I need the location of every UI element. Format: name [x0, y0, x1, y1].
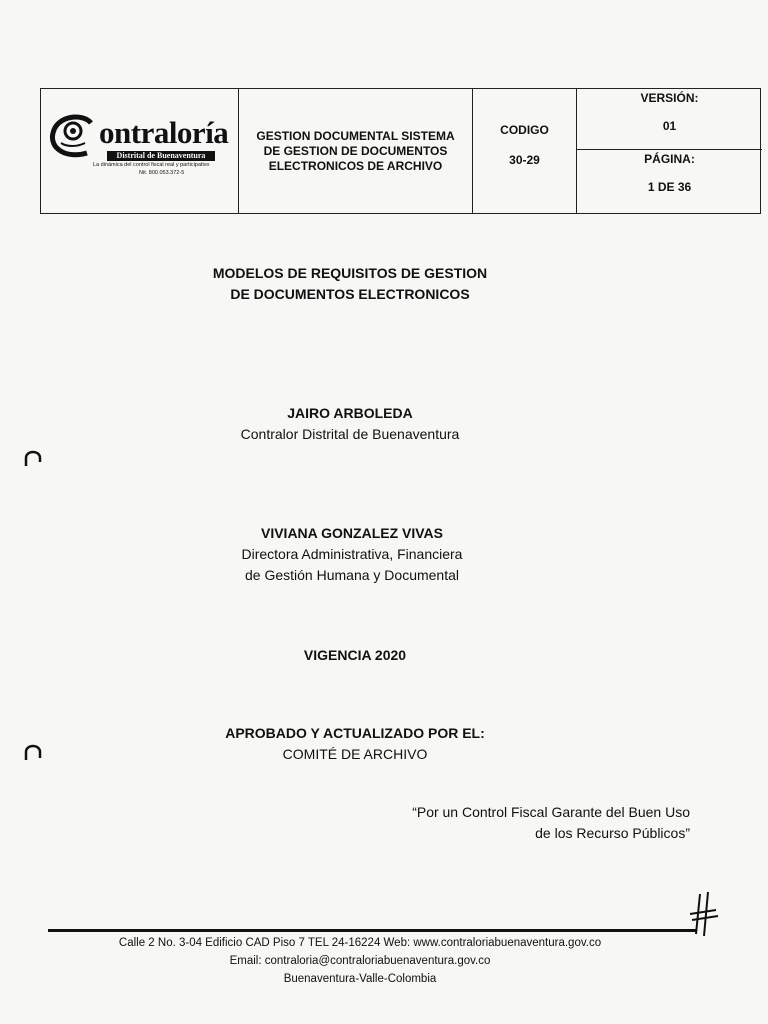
header-title-cell [239, 89, 473, 213]
motto-quote [412, 802, 690, 844]
approval-label: APROBADO Y ACTUALIZADO POR EL: [225, 725, 485, 741]
footer-address [80, 934, 640, 988]
cell-divider [577, 149, 762, 150]
code-cell [473, 89, 577, 213]
signatory-2-role-line2: de Gestión Humana y Documental [245, 567, 459, 583]
document-title-line2: DE DOCUMENTOS ELECTRONICOS [230, 286, 470, 302]
codigo-label: CODIGO [500, 123, 549, 137]
contraloria-c-emblem-icon [47, 113, 107, 159]
footer-line1: Calle 2 No. 3-04 Edificio CAD Piso 7 TEL 24-16224 Web: www.contraloriabuenaventura.gov.co [118, 937, 602, 949]
motto-line2: de los Recurso Públicos” [535, 825, 690, 841]
logo-nit: Nit. 800.053.372-5 [139, 170, 185, 176]
footer-rule [48, 929, 696, 932]
approval-block [180, 723, 530, 765]
footer-line3: Buenaventura-Valle-Colombia [283, 973, 437, 985]
version-value: 01 [662, 119, 677, 133]
binder-hole-mark-icon [22, 444, 46, 468]
signatory-2-name: VIVIANA GONZALEZ VIVAS [260, 525, 443, 541]
approval-committee: COMITÉ DE ARCHIVO [282, 746, 428, 762]
pagina-value: 1 DE 36 [647, 180, 692, 194]
version-label: VERSIÓN: [640, 91, 699, 105]
motto-line1: “Por un Control Fiscal Garante del Buen Uso [412, 804, 690, 820]
document-title-line1: MODELOS DE REQUISITOS DE GESTION [212, 265, 488, 281]
signatory-1-name: JAIRO ARBOLEDA [287, 405, 413, 421]
codigo-value: 30-29 [509, 153, 540, 167]
contraloria-logo [47, 113, 237, 183]
vigencia: VIGENCIA 2020 [303, 647, 407, 663]
signatory-2 [200, 523, 504, 586]
document-header-table [40, 88, 761, 214]
pagina-label: PÁGINA: [644, 152, 695, 166]
signatory-1-role: Contralor Distrital de Buenaventura [240, 426, 460, 442]
logo-tagline: La dinámica del control fiscal real y participativo [93, 162, 210, 168]
version-page-cell [577, 89, 762, 213]
logo-cell [41, 89, 239, 213]
signatory-1 [200, 403, 500, 445]
handwritten-signature-icon [686, 890, 720, 938]
footer-line2: Email: contraloria@contraloriabuenaventura.gov.co [229, 955, 491, 967]
logo-wordmark: ontraloría [99, 115, 229, 150]
document-title [150, 263, 550, 305]
signatory-2-role-line1: Directora Administrativa, Financiera [241, 546, 463, 562]
header-title: GESTION DOCUMENTAL SISTEMA DE GESTION DE DOCUMENTOS ELECTRONICOS DE ARCHIVO [256, 128, 455, 173]
binder-hole-mark-icon [22, 738, 46, 762]
logo-band: Distrital de Buenaventura [107, 151, 215, 161]
